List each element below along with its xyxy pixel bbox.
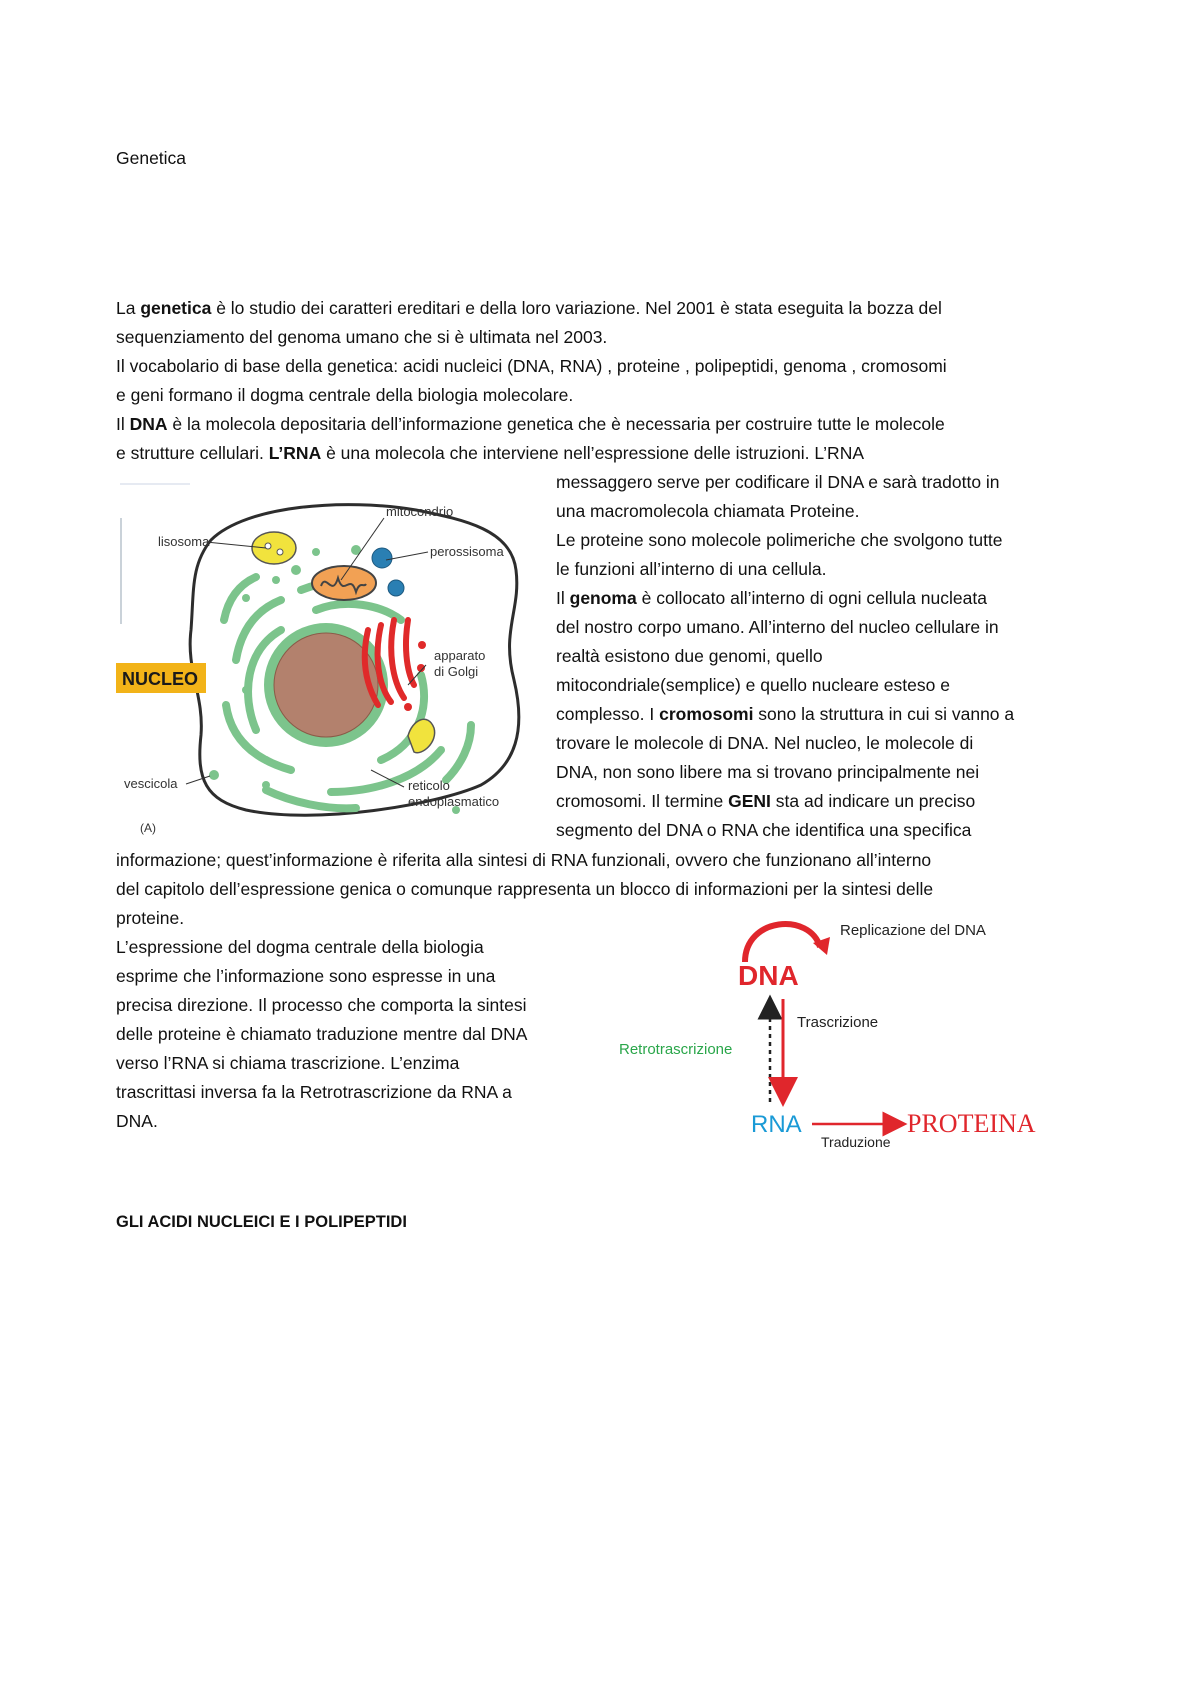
text-line: DNA, non sono libere ma si trovano principalmente nei (556, 762, 980, 782)
text-line: Il genoma è collocato all’interno di ogni cellula nucleata (556, 588, 987, 608)
section-heading: GLI ACIDI NUCLEICI E I POLIPEPTIDI (116, 1213, 407, 1231)
replication-label: Replicazione del DNA (840, 922, 986, 939)
translation-label: Traduzione (821, 1134, 891, 1150)
vesicle-label: vescicola (124, 776, 178, 791)
text-line: complesso. I cromosomi sono la struttura in cui si vanno a (556, 704, 1015, 724)
text-line: le funzioni all’interno di una cellula. (556, 559, 827, 579)
left-column-text (116, 933, 527, 1136)
retrotranscription-label: Retrotrascrizione (619, 1041, 733, 1058)
rna-node: RNA (751, 1111, 802, 1138)
text-line: precisa direzione. Il processo che comporta la sintesi (116, 995, 527, 1015)
text-line: una macromolecola chiamata Proteine. (556, 501, 860, 521)
text-line: segmento del DNA o RNA che identifica una specifica (556, 820, 972, 840)
right-column-text (556, 468, 1014, 845)
peroxisome-label: perossisoma (430, 544, 504, 559)
dna-node: DNA (738, 960, 799, 991)
text-line: messaggero serve per codificare il DNA e sarà tradotto in (556, 472, 1000, 492)
central-dogma-figure (615, 907, 1070, 1152)
er-label: reticolo (408, 778, 450, 793)
text-line: trascrittasi inversa fa la Retrotrascrizione da RNA a (116, 1082, 512, 1102)
text-line: del capitolo dell’espressione genica o comunque rappresenta un blocco di informazioni per la sintesi delle (116, 879, 934, 899)
mitochondrion-label: mitocondrio (386, 504, 454, 519)
text-line: delle proteine è chiamato traduzione mentre dal DNA (116, 1024, 528, 1044)
er-label-2: endoplasmatico (408, 794, 500, 809)
text-line: Il vocabolario di base della genetica: acidi nucleici (DNA, RNA) , proteine , polipeptidi, genoma , cromosomi (116, 356, 947, 376)
text-line: e geni formano il dogma centrale della biologia molecolare. (116, 385, 574, 405)
lysosome-label: lisosoma (158, 534, 210, 549)
intro-paragraph (116, 294, 947, 468)
animal-cell-figure (116, 480, 536, 842)
golgi-label-2: di Golgi (434, 664, 479, 679)
text-line: DNA. (116, 1111, 158, 1131)
text-line: La genetica è lo studio dei caratteri ereditari e della loro variazione. Nel 2001 è stata eseguita la bozza del (116, 298, 942, 318)
text-line: Il DNA è la molecola depositaria dell’informazione genetica che è necessaria per costruire tutte le molecole (116, 414, 945, 434)
text-line: L’espressione del dogma centrale della biologia (116, 937, 484, 957)
text-line: Le proteine sono molecole polimeriche che svolgono tutte (556, 530, 1003, 550)
text-line: sequenziamento del genoma umano che si è ultimata nel 2003. (116, 327, 608, 347)
panel-label: (A) (140, 821, 156, 835)
text-line: esprime che l’informazione sono espresse in una (116, 966, 496, 986)
text-line: trovare le molecole di DNA. Nel nucleo, le molecole di (556, 733, 974, 753)
transcription-label: Trascrizione (797, 1014, 879, 1031)
text-line: del nostro corpo umano. All’interno del nucleo cellulare in (556, 617, 999, 637)
text-line: mitocondriale(semplice) e quello nucleare esteso e (556, 675, 950, 695)
nucleus-label: NUCLEO (122, 669, 198, 689)
text-line: realtà esistono due genomi, quello (556, 646, 823, 666)
golgi-label: apparato (434, 648, 486, 663)
text-line: verso l’RNA si chiama trascrizione. L’enzima (116, 1053, 460, 1073)
text-line: proteine. (116, 908, 185, 928)
text-line: informazione; quest’informazione è riferita alla sintesi di RNA funzionali, ovvero che funzionano all’interno (116, 850, 932, 870)
text-line: cromosomi. Il termine GENI sta ad indicare un preciso (556, 791, 976, 811)
text-line: e strutture cellulari. L’RNA è una molecola che interviene nell’espressione delle istruzioni. L’RNA (116, 443, 865, 463)
page-title: Genetica (116, 148, 187, 168)
protein-node: PROTEINA (907, 1109, 1036, 1138)
